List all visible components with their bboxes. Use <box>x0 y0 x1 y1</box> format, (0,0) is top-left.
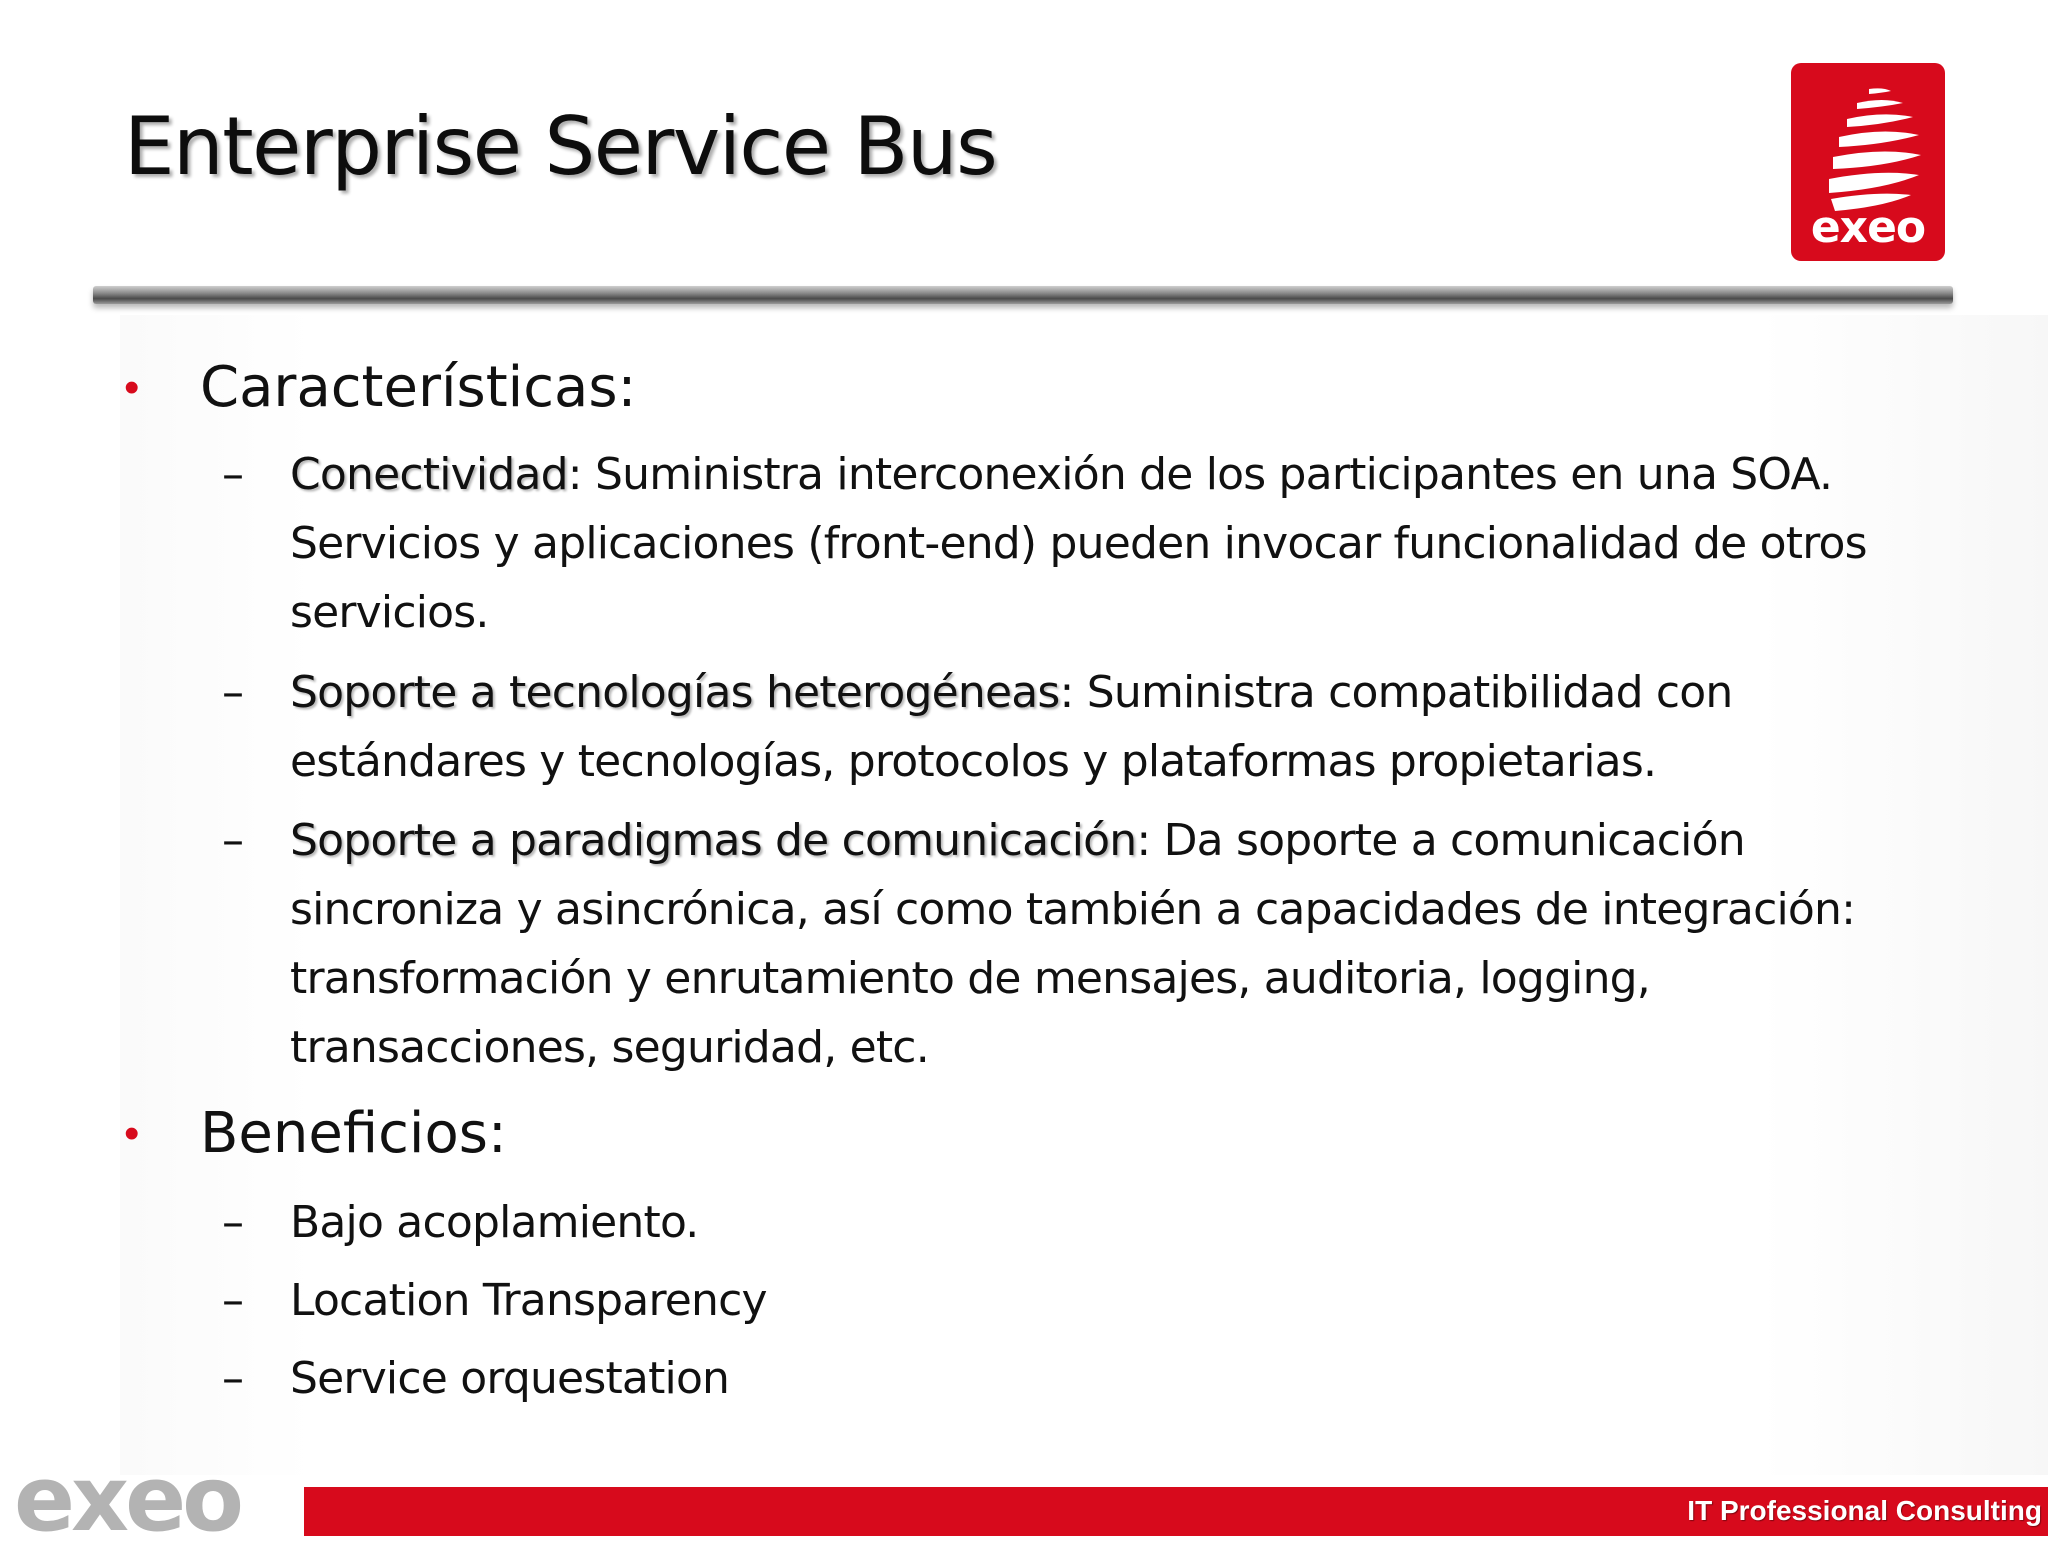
slide-title: Enterprise Service Bus <box>124 100 997 193</box>
subitem-location-transparency: Location Transparency <box>290 1275 767 1326</box>
subitem-bajo-acoplamiento: Bajo acoplamiento. <box>290 1197 699 1248</box>
bullet-caracteristicas: Características: <box>200 355 637 420</box>
subitem-service-orquestation: Service orquestation <box>290 1353 730 1404</box>
dash-icon: – <box>222 1275 244 1326</box>
subitem-text: : Suministra compatibilidad con estándares y tecnologías, protocolos y plataformas propietarias. <box>290 667 1733 787</box>
exeo-logo <box>1791 63 1945 261</box>
subitem-term: Soporte a paradigmas de comunicación <box>290 815 1137 866</box>
footer-logo: exeo <box>14 1447 240 1552</box>
bullet-dot-icon: • <box>124 363 140 412</box>
subitem-term: Soporte a tecnologías heterogéneas <box>290 667 1060 718</box>
logo-wordmark: exeo <box>1810 202 1926 253</box>
dash-icon: – <box>222 667 244 718</box>
subitem-text: : Da soporte a comunicación sincroniza y asincrónica, así como también a capacidades de integración: transformación y enrutamiento de mensajes, auditoria, logging, transacciones, seguridad, etc. <box>290 815 1856 1073</box>
subitem-conectividad <box>290 440 1950 647</box>
bullet-beneficios: Beneficios: <box>200 1101 507 1166</box>
bullet-dot-icon: • <box>124 1109 140 1158</box>
subitem-text: : Suministra interconexión de los participantes en una SOA. Servicios y aplicaciones (front-end) pueden invocar funcionalidad de otros servicios. <box>290 449 1867 638</box>
footer-bar <box>304 1487 2048 1536</box>
title-divider <box>93 286 1953 304</box>
dash-icon: – <box>222 815 244 866</box>
footer-tagline: IT Professional Consulting <box>1687 1495 2042 1526</box>
dash-icon: – <box>222 449 244 500</box>
dash-icon: – <box>222 1353 244 1404</box>
dash-icon: – <box>222 1197 244 1248</box>
subitem-term: Conectividad <box>290 449 568 500</box>
subitem-soporte-paradigmas <box>290 806 1950 1082</box>
subitem-soporte-tecnologias <box>290 658 1950 796</box>
